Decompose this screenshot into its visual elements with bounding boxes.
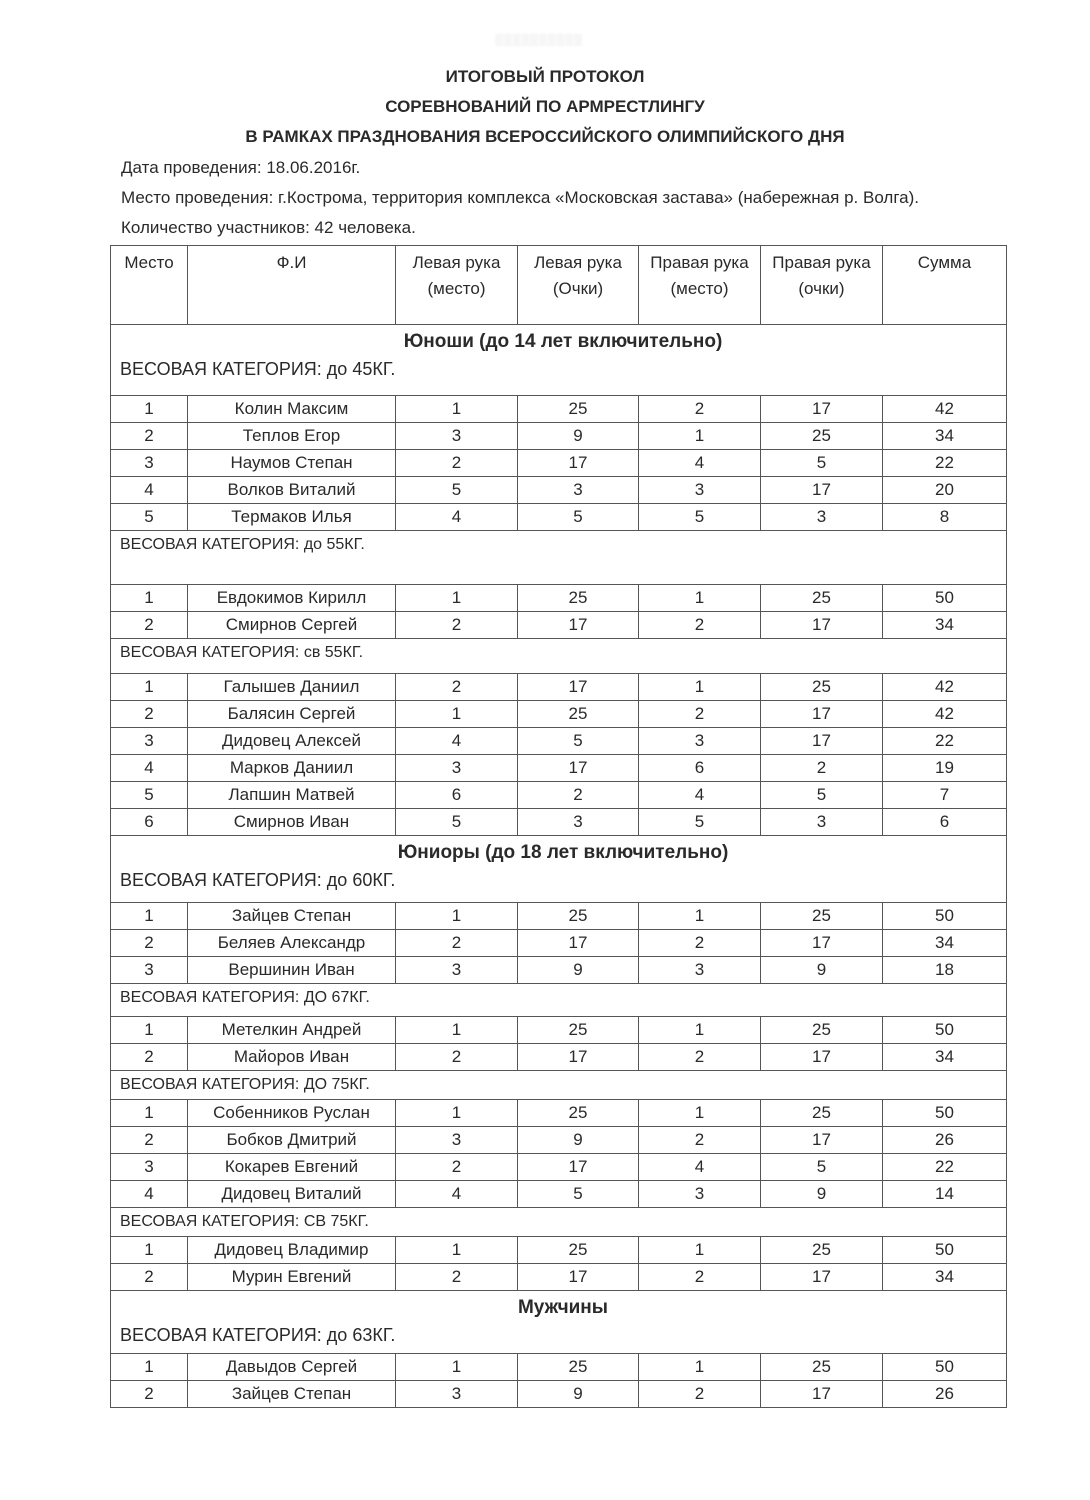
table-row	[111, 701, 1007, 728]
cell-name: Термаков Илья	[188, 504, 396, 531]
cell-right-place: 2	[639, 1264, 761, 1291]
cell-place: 2	[111, 1044, 188, 1071]
table-row	[111, 612, 1007, 639]
cell-left-points: 17	[518, 1044, 639, 1071]
header-col-right-place: Правая рука (место)	[639, 246, 761, 325]
table-row	[111, 930, 1007, 957]
cell-left-place: 2	[396, 1154, 518, 1181]
cell-name: Кокарев Евгений	[188, 1154, 396, 1181]
cell-place: 5	[111, 782, 188, 809]
cell-right-points: 9	[761, 1181, 883, 1208]
age-group-title: Мужчины	[517, 1297, 609, 1318]
weight-category-label: ВЕСОВАЯ КАТЕГОРИЯ: до 63КГ.	[120, 1325, 396, 1345]
cell-right-points: 3	[761, 809, 883, 836]
cell-left-place: 6	[396, 782, 518, 809]
cell-left-points: 25	[518, 1017, 639, 1044]
cell-left-place: 5	[396, 809, 518, 836]
cell-left-points: 17	[518, 1154, 639, 1181]
cell-place: 5	[111, 504, 188, 531]
cell-right-points: 9	[761, 957, 883, 984]
cell-left-place: 2	[396, 1264, 518, 1291]
cell-left-place: 2	[396, 674, 518, 701]
cell-right-place: 5	[639, 504, 761, 531]
section-header-row	[111, 984, 1007, 1017]
cell-right-place: 4	[639, 782, 761, 809]
cell-right-points: 17	[761, 612, 883, 639]
cell-place: 4	[111, 477, 188, 504]
section-header-row	[111, 1071, 1007, 1100]
cell-name: Евдокимов Кирилл	[188, 585, 396, 612]
cell-left-points: 3	[518, 809, 639, 836]
cell-sum: 20	[883, 477, 1007, 504]
cell-right-points: 25	[761, 1017, 883, 1044]
cell-right-points: 25	[761, 585, 883, 612]
cell-left-points: 9	[518, 423, 639, 450]
cell-sum: 14	[883, 1181, 1007, 1208]
cell-right-place: 1	[639, 1100, 761, 1127]
cell-right-points: 25	[761, 1100, 883, 1127]
cell-name: Галышев Даниил	[188, 674, 396, 701]
cell-left-points: 25	[518, 1354, 639, 1381]
cell-left-place: 4	[396, 1181, 518, 1208]
cell-left-points: 25	[518, 585, 639, 612]
doc-title-line-1: ИТОГОВЫЙ ПРОТОКОЛ	[445, 67, 645, 86]
cell-name: Волков Виталий	[188, 477, 396, 504]
weight-category-label: ВЕСОВАЯ КАТЕГОРИЯ: СВ 75КГ.	[120, 1213, 369, 1230]
cell-left-points: 2	[518, 782, 639, 809]
cell-sum: 26	[883, 1127, 1007, 1154]
header-col-place: Место	[111, 246, 188, 325]
cell-left-place: 3	[396, 1381, 518, 1408]
cell-place: 3	[111, 957, 188, 984]
cell-right-place: 6	[639, 755, 761, 782]
section-header-row	[111, 1208, 1007, 1237]
cell-right-points: 17	[761, 1127, 883, 1154]
cell-sum: 34	[883, 930, 1007, 957]
cell-sum: 42	[883, 701, 1007, 728]
cell-place: 6	[111, 809, 188, 836]
cell-left-points: 3	[518, 477, 639, 504]
cell-sum: 50	[883, 585, 1007, 612]
cell-right-points: 5	[761, 782, 883, 809]
cell-right-place: 2	[639, 1127, 761, 1154]
cell-left-place: 1	[396, 396, 518, 423]
table-row	[111, 1044, 1007, 1071]
table-header-row	[111, 246, 1007, 325]
cell-left-place: 1	[396, 1354, 518, 1381]
cell-name: Зайцев Степан	[188, 1381, 396, 1408]
cell-left-points: 17	[518, 755, 639, 782]
cell-name: Беляев Александр	[188, 930, 396, 957]
cell-name: Лапшин Матвей	[188, 782, 396, 809]
cell-left-points: 9	[518, 957, 639, 984]
cell-sum: 18	[883, 957, 1007, 984]
cell-right-place: 2	[639, 701, 761, 728]
cell-name: Метелкин Андрей	[188, 1017, 396, 1044]
cell-right-place: 3	[639, 1181, 761, 1208]
cell-left-place: 2	[396, 930, 518, 957]
cell-right-points: 25	[761, 674, 883, 701]
cell-left-place: 3	[396, 957, 518, 984]
cell-name: Собенников Руслан	[188, 1100, 396, 1127]
cell-left-place: 1	[396, 1017, 518, 1044]
section-header-row	[111, 531, 1007, 585]
cell-left-place: 3	[396, 755, 518, 782]
cell-name: Дидовец Алексей	[188, 728, 396, 755]
cell-name: Давыдов Сергей	[188, 1354, 396, 1381]
cell-sum: 42	[883, 674, 1007, 701]
cell-name: Мурин Евгений	[188, 1264, 396, 1291]
cell-left-points: 9	[518, 1127, 639, 1154]
cell-right-place: 4	[639, 450, 761, 477]
table-row	[111, 1127, 1007, 1154]
cell-right-place: 1	[639, 423, 761, 450]
cell-sum: 34	[883, 1264, 1007, 1291]
weight-category-label: ВЕСОВАЯ КАТЕГОРИЯ: до 45КГ.	[120, 359, 396, 379]
cell-left-points: 5	[518, 728, 639, 755]
cell-left-place: 4	[396, 504, 518, 531]
table-row	[111, 1100, 1007, 1127]
cell-sum: 26	[883, 1381, 1007, 1408]
cell-place: 4	[111, 1181, 188, 1208]
cell-sum: 50	[883, 1017, 1007, 1044]
weight-category-label: ВЕСОВАЯ КАТЕГОРИЯ: до 55КГ.	[120, 536, 365, 553]
header-col-left-place: Левая рука (место)	[396, 246, 518, 325]
cell-left-points: 25	[518, 903, 639, 930]
cell-left-place: 2	[396, 612, 518, 639]
event-venue: Место проведения: г.Кострома, территория комплекса «Московская застава» (набережная р. Волга).	[121, 188, 919, 207]
cell-left-place: 2	[396, 450, 518, 477]
table-row	[111, 903, 1007, 930]
table-row	[111, 423, 1007, 450]
cell-sum: 50	[883, 1237, 1007, 1264]
cell-place: 1	[111, 674, 188, 701]
section-header-row	[111, 639, 1007, 674]
cell-left-place: 1	[396, 1237, 518, 1264]
cell-right-points: 17	[761, 701, 883, 728]
cell-right-points: 25	[761, 1354, 883, 1381]
table-row	[111, 585, 1007, 612]
cell-sum: 50	[883, 1100, 1007, 1127]
cell-right-place: 5	[639, 809, 761, 836]
cell-left-place: 1	[396, 903, 518, 930]
cell-sum: 42	[883, 396, 1007, 423]
cell-left-points: 25	[518, 396, 639, 423]
cell-place: 3	[111, 728, 188, 755]
header-col-name: Ф.И	[188, 246, 396, 325]
cell-right-place: 4	[639, 1154, 761, 1181]
header-col-left-points: Левая рука (Очки)	[518, 246, 639, 325]
cell-right-place: 1	[639, 1237, 761, 1264]
cell-place: 1	[111, 585, 188, 612]
table-row	[111, 1381, 1007, 1408]
cell-place: 1	[111, 1237, 188, 1264]
cell-right-place: 3	[639, 728, 761, 755]
cell-place: 1	[111, 903, 188, 930]
cell-right-place: 1	[639, 903, 761, 930]
table-row	[111, 809, 1007, 836]
age-group-title: Юноши (до 14 лет включительно)	[403, 331, 723, 352]
cell-left-place: 1	[396, 701, 518, 728]
cell-place: 2	[111, 701, 188, 728]
cell-right-points: 17	[761, 1264, 883, 1291]
weight-category-label: ВЕСОВАЯ КАТЕГОРИЯ: св 55КГ.	[120, 644, 364, 661]
cell-sum: 34	[883, 423, 1007, 450]
cell-right-place: 3	[639, 957, 761, 984]
doc-title-line-3: В РАМКАХ ПРАЗДНОВАНИЯ ВСЕРОССИЙСКОГО ОЛИМПИЙСКОГО ДНЯ	[245, 127, 845, 146]
cell-right-place: 1	[639, 1017, 761, 1044]
table-row	[111, 1017, 1007, 1044]
cell-right-points: 17	[761, 477, 883, 504]
cell-sum: 22	[883, 728, 1007, 755]
table-row	[111, 674, 1007, 701]
section-header-row	[111, 836, 1007, 903]
cell-sum: 50	[883, 1354, 1007, 1381]
cell-name: Бобков Дмитрий	[188, 1127, 396, 1154]
cell-name: Майоров Иван	[188, 1044, 396, 1071]
cell-right-place: 2	[639, 396, 761, 423]
cell-place: 3	[111, 1154, 188, 1181]
cell-left-place: 1	[396, 1100, 518, 1127]
cell-name: Колин Максим	[188, 396, 396, 423]
cell-sum: 7	[883, 782, 1007, 809]
cell-left-place: 2	[396, 1044, 518, 1071]
table-row	[111, 396, 1007, 423]
cell-right-points: 17	[761, 396, 883, 423]
cell-place: 1	[111, 1100, 188, 1127]
cell-place: 2	[111, 1127, 188, 1154]
cell-name: Смирнов Иван	[188, 809, 396, 836]
cell-left-points: 25	[518, 1100, 639, 1127]
cell-right-points: 17	[761, 728, 883, 755]
cell-right-points: 5	[761, 450, 883, 477]
cell-sum: 19	[883, 755, 1007, 782]
cell-place: 2	[111, 1264, 188, 1291]
table-row	[111, 782, 1007, 809]
cell-left-points: 25	[518, 701, 639, 728]
cell-left-points: 25	[518, 1237, 639, 1264]
weight-category-label: ВЕСОВАЯ КАТЕГОРИЯ: ДО 67КГ.	[120, 989, 370, 1006]
cell-right-place: 2	[639, 1044, 761, 1071]
doc-title-line-2: СОРЕВНОВАНИЙ ПО АРМРЕСТЛИНГУ	[385, 97, 705, 116]
cell-left-points: 5	[518, 504, 639, 531]
table-row	[111, 504, 1007, 531]
table-row	[111, 1264, 1007, 1291]
header-col-right-points: Правая рука (очки)	[761, 246, 883, 325]
cell-name: Марков Даниил	[188, 755, 396, 782]
cell-place: 3	[111, 450, 188, 477]
age-group-title: Юниоры (до 18 лет включительно)	[397, 842, 729, 863]
cell-left-place: 5	[396, 477, 518, 504]
cell-left-points: 17	[518, 1264, 639, 1291]
cell-right-place: 1	[639, 674, 761, 701]
table-row	[111, 957, 1007, 984]
cell-place: 2	[111, 1381, 188, 1408]
section-header-row	[111, 325, 1007, 396]
event-date: Дата проведения: 18.06.2016г.	[121, 158, 361, 177]
cell-right-place: 2	[639, 1381, 761, 1408]
cell-right-points: 25	[761, 903, 883, 930]
cell-place: 2	[111, 423, 188, 450]
cell-right-points: 5	[761, 1154, 883, 1181]
cell-place: 1	[111, 1017, 188, 1044]
table-row	[111, 1354, 1007, 1381]
header-col-sum: Сумма	[883, 246, 1007, 325]
table-row	[111, 1181, 1007, 1208]
cell-name: Наумов Степан	[188, 450, 396, 477]
cell-place: 1	[111, 396, 188, 423]
cell-place: 4	[111, 755, 188, 782]
cell-right-place: 3	[639, 477, 761, 504]
cell-name: Вершинин Иван	[188, 957, 396, 984]
cell-name: Смирнов Сергей	[188, 612, 396, 639]
cell-left-points: 9	[518, 1381, 639, 1408]
cell-name: Дидовец Виталий	[188, 1181, 396, 1208]
cell-left-points: 17	[518, 930, 639, 957]
cell-sum: 34	[883, 612, 1007, 639]
cell-right-place: 1	[639, 585, 761, 612]
cell-right-points: 25	[761, 423, 883, 450]
cell-left-points: 17	[518, 674, 639, 701]
cell-name: Теплов Егор	[188, 423, 396, 450]
table-row	[111, 728, 1007, 755]
scan-artifact: ▒▒▒▒▒▒▒▒▒▒	[495, 34, 583, 46]
cell-right-points: 17	[761, 1044, 883, 1071]
cell-right-points: 17	[761, 1381, 883, 1408]
cell-right-place: 1	[639, 1354, 761, 1381]
cell-left-place: 1	[396, 585, 518, 612]
cell-place: 1	[111, 1354, 188, 1381]
cell-name: Зайцев Степан	[188, 903, 396, 930]
cell-right-points: 17	[761, 930, 883, 957]
cell-place: 2	[111, 930, 188, 957]
results-table	[110, 245, 1007, 1408]
cell-sum: 34	[883, 1044, 1007, 1071]
cell-name: Дидовец Владимир	[188, 1237, 396, 1264]
table-row	[111, 1237, 1007, 1264]
cell-left-place: 3	[396, 1127, 518, 1154]
cell-sum: 50	[883, 903, 1007, 930]
cell-sum: 22	[883, 450, 1007, 477]
cell-sum: 22	[883, 1154, 1007, 1181]
cell-sum: 8	[883, 504, 1007, 531]
cell-left-points: 17	[518, 450, 639, 477]
table-row	[111, 755, 1007, 782]
cell-left-points: 17	[518, 612, 639, 639]
cell-left-place: 3	[396, 423, 518, 450]
cell-name: Балясин Сергей	[188, 701, 396, 728]
cell-left-points: 5	[518, 1181, 639, 1208]
cell-right-points: 3	[761, 504, 883, 531]
cell-right-place: 2	[639, 612, 761, 639]
cell-sum: 6	[883, 809, 1007, 836]
cell-right-points: 25	[761, 1237, 883, 1264]
cell-right-place: 2	[639, 930, 761, 957]
table-row	[111, 477, 1007, 504]
table-row	[111, 1154, 1007, 1181]
section-header-row	[111, 1291, 1007, 1354]
participant-count: Количество участников: 42 человека.	[121, 218, 416, 237]
weight-category-label: ВЕСОВАЯ КАТЕГОРИЯ: до 60КГ.	[120, 870, 396, 890]
cell-left-place: 4	[396, 728, 518, 755]
weight-category-label: ВЕСОВАЯ КАТЕГОРИЯ: ДО 75КГ.	[120, 1076, 370, 1093]
cell-right-points: 2	[761, 755, 883, 782]
cell-place: 2	[111, 612, 188, 639]
table-row	[111, 450, 1007, 477]
